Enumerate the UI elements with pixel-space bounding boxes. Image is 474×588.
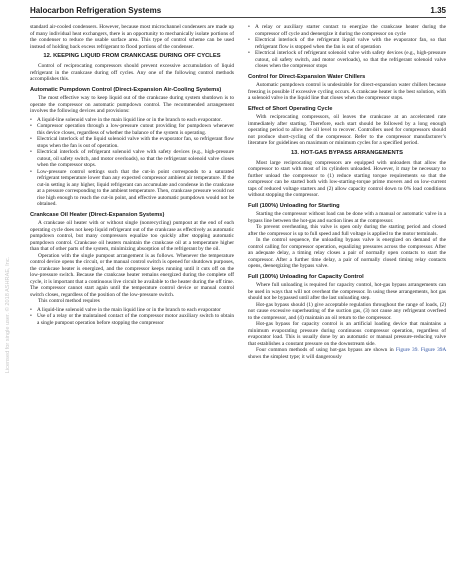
subsection-heading: Effect of Short Operating Cycle — [248, 105, 333, 112]
paragraph: This control method requires — [38, 298, 100, 305]
list-item: • Electrical interlock of refrigerant solenoid valve with safety devices (e.g., high-pressure cutout, oil safety switch, and motor overloads), so that the refrigerant solenoid valve closes when the compressor stops. — [30, 149, 234, 169]
right-column — [248, 24, 446, 360]
subsection-heading: Full (100%) Unloading for Starting — [248, 202, 340, 209]
list-item: • Electrical interlock of refrigerant solenoid valve with safety devices (e.g., high-pressure cutout, oil safety switch, and motor overloads), so that the refrigerant solenoid valve closes when the compressor stops — [248, 50, 446, 69]
paragraph: Where full unloading is required for capacity control, hot-gas bypass arrangements can be used in ways that will not overheat the compressor. In using these arrangements, hot gas should not be bypassed until after the last unloading step. — [248, 282, 446, 302]
paragraph: Hot-gas bypass for capacity control is an artificial loading device that maintains a minimum evaporating pressure during continuous compressor operation, regardless of evaporator load. This is usually done by an automatic or manual pressure-reducing valve that establishes a constant pressure on the downstream side. — [248, 321, 446, 347]
license-watermark — [2, 150, 14, 480]
list-item: • Compressor operation through a low-pressure cutout providing for pumpdown whenever this device closes, regardless of whether the balance of the system is operating. — [30, 123, 234, 136]
bullet-list — [30, 307, 234, 327]
header-rule — [30, 17, 446, 18]
subsection-heading: Control for Direct-Expansion Water Chillers — [248, 73, 366, 80]
watermark-text: Licensed for single user. © 2018 ASHRAE, Inc. — [5, 256, 11, 374]
list-item: • Electrical interlock of the refrigerant liquid valve with the evaporator fan, so that refrigerant flow is stopped when the fan is out of operation — [248, 37, 446, 50]
paragraph: In the control sequence, the unloading bypass valve is energized on demand of the control calling for compressor operation, equalizing pressures across the compressor. After an adequate delay, a timing relay closes a pair of normally open contacts to start the compressor. After a further time delay, a pair of normally closed timing relay contacts opens, deenergizing the bypass valve. — [248, 237, 446, 270]
paragraph: standard air-cooled condensers. However, because most microchannel condensers are made up of many individual heat exchangers, there is an opportunity to mechanically isolate portions of the condenser to reduce the usable surface area. This type of control scheme can be used instead of holding back excess refrigerant to flood portions of the condenser. — [30, 24, 234, 50]
list-item: • Low-pressure control settings such that the cut-in point corresponds to a saturated refrigerant temperature lower than any expected compressor ambient air temperature. If the cut-in setting is any higher, liquid refrigerant can accumulate and condense in the crankcase at a pressure corresponding to the ambient temperature. Then, crankcase pressure would not rise high enough to reach the cut-in point, and effective automatic pumpdown would not be obtained. — [30, 168, 234, 208]
subsection-heading: Automatic Pumpdown Control (Direct-Expansion Air-Cooling Systems) — [30, 86, 222, 93]
figure-link[interactable]: Figure 39. Figure 39A — [395, 347, 446, 354]
list-item: • A liquid-line solenoid valve in the main liquid line or in the branch to each evaporator — [30, 306, 221, 313]
subsection-heading: Full (100%) Unloading for Capacity Control — [248, 273, 364, 280]
paragraph: Operation with the single pumpout arrangement is as follows. Whenever the temperature control device opens the circuit, or the manual control switch is opened for shutdown purposes, the crankcase heater is energized, and the compressor keeps running until it cuts off on the low-pressure switch. Because the crankcase heater remains energized during the complete off cycle, it is important that a continuous live circuit be available to the heater during the off time. The compressor cannot start again until the temperature control device or manual control switch closes, regardless of the position of the low-pressure switch. — [30, 252, 234, 298]
paragraph: Hot-gas bypass should (1) give acceptable regulation throughout the range of loads, (2) not cause excessive superheating of the suction gas, (3) not cause any refrigerant overfeed to the compressor, and (4) maintain an oil return to the compressor. — [248, 301, 446, 321]
left-column — [30, 24, 234, 326]
bullet-list — [30, 117, 234, 208]
section-heading: 12. KEEPING LIQUID FROM CRANKCASE DURING OFF CYCLES — [43, 53, 221, 59]
paragraph: With reciprocating compressors, oil leaves the crankcase at an accelerated rate immediately after starting. Therefore, each start should be followed by a long enough operating period to allow the oil level to recover. Controllers used for compressors should not produce short-cycling of the compressor. Refer to the compressor manufacturer’s literature for guidelines on maximum or minimum cycles for a specified period. — [248, 114, 446, 147]
paragraph: Most large reciprocating compressors are equipped with unloaders that allow the compressor to start with most of its cylinders unloaded. However, it may be necessary to further unload the compressor to (1) reduce starting torque requirements so that the compressor can be started both with low-starting-torque prime movers and on low-current taps of reduced voltage starters and (2) allow capacity control down to 0% load conditions without stopping the compressor. — [248, 159, 446, 199]
subsection-heading: Crankcase Oil Heater (Direct-Expansion Systems) — [30, 211, 165, 218]
bullet-list — [248, 24, 446, 70]
paragraph: A crankcase oil heater with or without single (nonrecycling) pumpout at the end of each operating cycle does not keep liquid refrigerant out of the crankcase as effectively as automatic pumpdown control, but many compressors equalize too quickly after stopping automatic pumpdown control. Crankcase oil heaters maintain the crankcase oil at a temperature higher than that of other parts of the system, minimizing absorption of the refrigerant by the oil. — [30, 220, 234, 253]
list-item: • A liquid-line solenoid valve in the main liquid line or in the branch to each evaporator. — [30, 116, 222, 123]
list-item: • A relay or auxiliary starter contact to energize the crankcase heater during the compressor off cycle and deenergize it during the compressor on cycle — [248, 24, 446, 37]
header-title: Halocarbon Refrigeration Systems — [30, 6, 162, 15]
list-item: • Electrical interlock of the liquid solenoid valve with the evaporator fan, so refrigerant flow stops when the fan is out of operation. — [30, 136, 234, 149]
page-number: 1.35 — [430, 6, 446, 15]
paragraph: To prevent overheating, this valve is open only during the starting period and closed after the compressor is up to full speed and full voltage is applied to the motor terminals. — [248, 224, 446, 237]
paragraph: The most effective way to keep liquid out of the crankcase during system shutdown is to operate the compressor on automatic pumpdown control. The recommended arrangement involves the following devices and provisions: — [30, 95, 234, 115]
paragraph: Starting the compressor without load can be done with a manual or automatic valve in a bypass line between the hot-gas and suction lines at the compressor. — [248, 211, 446, 224]
list-item: • Use of a relay or the maintained contact of the compressor motor auxiliary switch to obtain a single pumpout operation before stopping the compressor — [30, 313, 234, 326]
section-heading: 13. HOT-GAS BYPASS ARRANGEMENTS — [290, 149, 404, 156]
paragraph: Four common methods of using hot-gas bypass are shown in Figure 39. Figure 39A shows the simplest type; it will dangerously — [248, 347, 446, 360]
paragraph: Automatic pumpdown control is undesirable for direct-expansion water chillers because freezing is possible if excessive cycling occurs. A crankcase heater is the best solution, with a solenoid valve in the liquid line that closes when the compressor stops. — [248, 82, 446, 102]
paragraph: Control of reciprocating compressors should prevent excessive accumulation of liquid refrigerant in the crankcase during off cycles. Any one of the following control methods accomplishes this. — [30, 63, 234, 82]
